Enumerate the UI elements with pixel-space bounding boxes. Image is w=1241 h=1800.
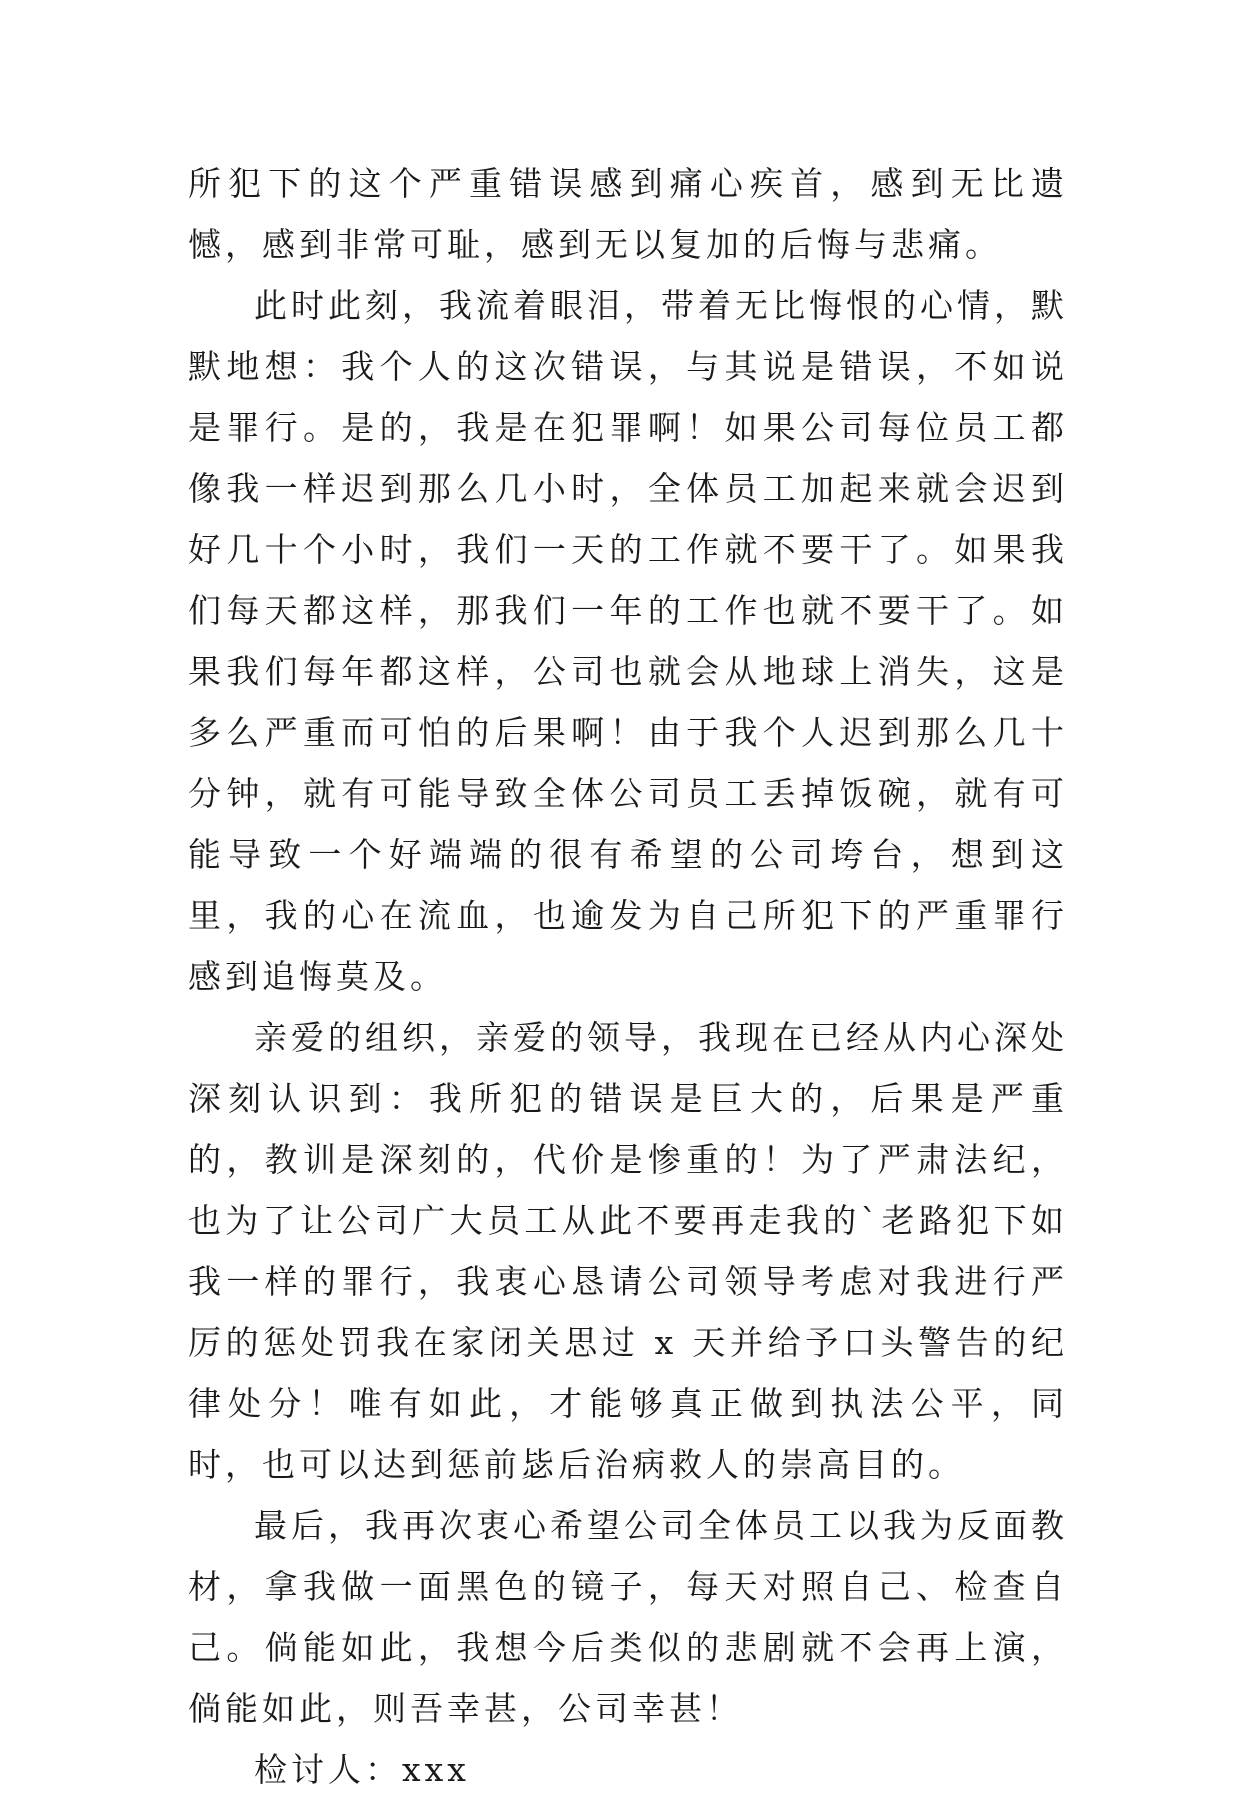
paragraph-request: 亲爱的组织，亲爱的领导，我现在已经从内心深处深刻认识到：我所犯的错误是巨大的，后果是严重的，教训是深刻的，代价是惨重的！为了严肃法纪，也为了让公司广大员工从此不要再走我的`老路犯下如我一样的罪行，我衷心恳请公司领导考虑对我进行严厉的惩处罚我在家闭关思过 x 天并给予口头警告的纪律处分！唯有如此，才能够真正做到执法公平，同时，也可以达到惩前毖后治病救人的崇高目的。 [188, 1018, 1068, 1484]
signature-line: 检讨人：xxx [254, 1750, 470, 1789]
document-body [188, 153, 1068, 1800]
paragraph-continuation: 所犯下的这个严重错误感到痛心疾首，感到无比遗憾，感到非常可耻，感到无以复加的后悔与悲痛。 [188, 164, 1068, 264]
paragraph-closing: 最后，我再次衷心希望公司全体员工以我为反面教材，拿我做一面黑色的镜子，每天对照自己、检查自己。倘能如此，我想今后类似的悲剧就不会再上演，倘能如此，则吾幸甚，公司幸甚！ [188, 1506, 1068, 1728]
paragraph-reflection: 此时此刻，我流着眼泪，带着无比悔恨的心情，默默地想：我个人的这次错误，与其说是错误，不如说是罪行。是的，我是在犯罪啊！如果公司每位员工都像我一样迟到那么几小时，全体员工加起来就会迟到好几十个小时，我们一天的工作就不要干了。如果我们每天都这样，那我们一年的工作也就不要干了。如果我们每年都这样，公司也就会从地球上消失，这是多么严重而可怕的后果啊！由于我个人迟到那么几十分钟，就有可能导致全体公司员工丢掉饭碗，就有可能导致一个好端端的很有希望的公司垮台，想到这里，我的心在流血，也逾发为自己所犯下的严重罪行感到追悔莫及。 [188, 286, 1068, 996]
